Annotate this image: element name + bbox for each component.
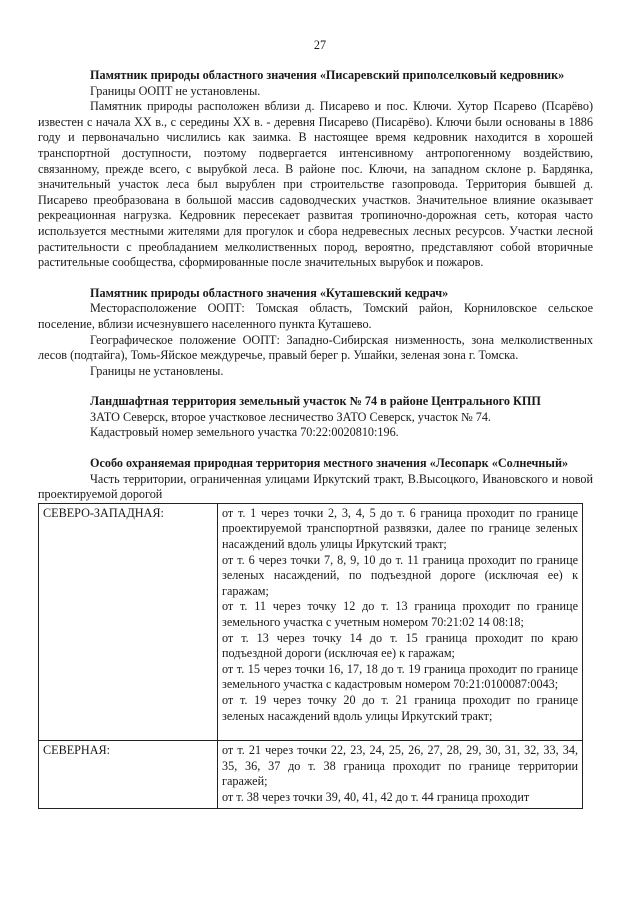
paragraph: ЗАТО Северск, второе участковое лесничество ЗАТО Северск, участок № 74. bbox=[90, 409, 491, 424]
boundary-line: от т. 19 через точку 20 до т. 21 граница проходит по границе зеленых насаждений вдоль улицы Иркутский тракт; bbox=[222, 692, 578, 723]
section-heading: Ландшафтная территория земельный участок № 74 в районе Центрального КПП bbox=[90, 394, 541, 409]
boundary-line: от т. 21 через точки 22, 23, 24, 25, 26, 27, 28, 29, 30, 31, 32, 33, 34, 35, 36, 37 до т. 38 граница проходит по границе территории гаражей; bbox=[222, 743, 578, 789]
page-content bbox=[38, 68, 593, 809]
boundary-line: от т. 1 через точки 2, 3, 4, 5 до т. 6 граница проходит по границе проектируемой транспортной развязки, далее по границе зеленых насаждений вдоль улицы Иркутский тракт; bbox=[222, 505, 578, 552]
section-heading: Памятник природы областного значения «Писаревский приполселковый кедровник» bbox=[90, 68, 565, 82]
table-row bbox=[39, 503, 583, 740]
table-row bbox=[39, 741, 583, 808]
section-heading: Памятник природы областного значения «Куташевский кедрач» bbox=[90, 285, 449, 300]
section-heading: Особо охраняемая природная территория местного значения «Лесопарк «Солнечный» bbox=[90, 456, 569, 471]
paragraph: Памятник природы расположен вблизи д. Писарево и пос. Ключи. Хутор Псарево (Псарёво) известен с начала XX в., с середины XX в. - деревня Писарево (Писарёво). Ключи были основаны в 1886 году и первоначально числились как заимка. В настоящее время кедровник находится в хорошей транспортной доступности, поэтому подвергается интенсивному антропогенному воздействию, связанному, прежде всего, с вырубкой леса. В районе пос. Ключи, на западном склоне р. Бардянка, значительный участок леса был вырублен при строительстве газопровода. Территория бывшей д. Писарево преобразована в большой массив садоводческих участков. Значительное влияние оказывает рекреационная нагрузка. Кедровник пересекает развитая тропиночно-дорожная сеть, которая часто используется местными жителями для прогулок и сбора недревесных лесных ресурсов. Участки лесной растительности с преобладанием мелколиственных пород, вероятно, представляют собой вторичные растительные сообщества, сформированные после значительных вырубок и пожаров. bbox=[38, 99, 593, 270]
paragraph: Месторасположение ООПТ: Томская область, Томский район, Корниловское сельское поселение, вблизи исчезнувшего населенного пункта Куташево. bbox=[38, 301, 593, 331]
boundary-line: от т. 15 через точки 16, 17, 18 до т. 19 граница проходит по границе земельного участка с кадастровым номером 70:21:0100087:0043; bbox=[222, 661, 578, 692]
paragraph: Границы не установлены. bbox=[90, 363, 224, 378]
boundary-line: от т. 6 через точки 7, 8, 9, 10 до т. 11 граница проходит по границе зеленых насаждений, по подъездной дороге (исключая ее) к гаражам; bbox=[222, 552, 578, 598]
page-number: 27 bbox=[313, 38, 327, 52]
paragraph: Кадастровый номер земельного участка 70:22:0020810:196. bbox=[90, 425, 399, 440]
description-cell bbox=[218, 503, 583, 740]
boundary-line: от т. 11 через точку 12 до т. 13 граница проходит по границе земельного участка с учетным номером 70:21:02 14 08:18; bbox=[222, 599, 578, 629]
paragraph: Географическое положение ООПТ: Западно-Сибирская низменность, зона мелколиственных лесов (подтайга), Томь-Яйское междуречье, правый берег р. Ушайки, зеленая зона г. Томска. bbox=[38, 332, 593, 363]
boundary-line: от т. 13 через точку 14 до т. 15 граница проходит по краю подъездной дороги (исключая ее) к гаражам; bbox=[222, 630, 578, 661]
paragraph: Часть территории, ограниченная улицами Иркутский тракт, В.Высоцкого, Ивановского и новой проектируемой дорогой bbox=[38, 471, 593, 502]
direction-cell: СЕВЕРНАЯ: bbox=[39, 741, 218, 808]
paragraph: Границы ООПТ не установлены. bbox=[90, 83, 261, 98]
boundary-table bbox=[38, 503, 583, 809]
direction-cell: СЕВЕРО-ЗАПАДНАЯ: bbox=[39, 503, 218, 740]
boundary-line: от т. 38 через точки 39, 40, 41, 42 до т. 44 граница проходит bbox=[222, 789, 530, 804]
description-cell bbox=[218, 741, 583, 808]
